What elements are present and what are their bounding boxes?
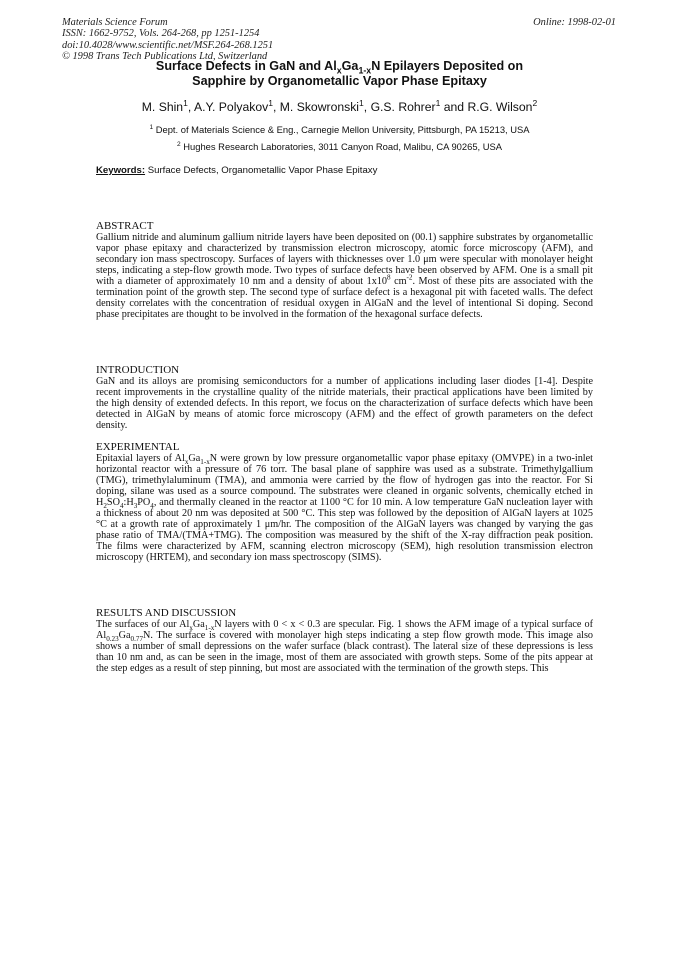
abstract-paragraph: Gallium nitride and aluminum gallium nitride layers have been deposited on (00.1) sapphire substrates by organometallic vapor phase epitaxy and characterized by transmission electron microscopy, atomic force microscopy (AFM), and secondary ion mass spectroscopy. Surfaces of layers with thicknesses over 1.0 μm were specular with monolayer height steps, indicating a step-flow growth mode. Two types of surface defects have been observed by AFM. One is a small pit with a diameter of approximately 10 nm and a density of about $1x10^8$ $cm^{-2}$. Most of these pits are associated with the termination point of the growth step. The second type of surface defect is a hexagonal pit with faceted walls. The defect density correlates with the concentration of residual oxygen in AlGaN and the level of intentional Si doping. Second phase precipitates are thought to be involved in the formation of the hexagonal surface defects.	[96, 232, 593, 321]
affiliation-1: $^1$ Dept. of Materials Science & Eng., Carnegie Mellon University, Pittsburgh, PA 15213, USA	[149, 123, 530, 135]
keywords-label: Keywords:	[96, 165, 146, 176]
author: R.G. Wilson	[467, 100, 533, 114]
keywords-line	[96, 165, 377, 176]
author-list: M. Shin$^1$, A.Y. Polyakov$^1$, M. Skowronski$^1$, G.S. Rohrer$^1$ and R.G. Wilson$^2$	[141, 97, 538, 114]
author: M. Shin	[141, 100, 184, 114]
results-paragraph: The surfaces of our $Al_xGa_{1-x}N$ layers with 0 < x < 0.3 are specular. Fig. 1 shows the AFM image of a typical surface of $Al_{0.23}Ga_{0.77}N$. The surface is covered with monolayer high steps indicating a step flow growth mode. This image also shows a number of small depressions on the wafer surface (black contrast). The lateral size of these depressions is less than 10 nm and, as can be seen in the image, most of them are associated with growth steps. Some of the pits appear at the step edges as a result of step pinning, but most are associated with the termination of the growth steps. This	[96, 619, 593, 675]
author: A.Y. Polyakov	[193, 100, 269, 114]
experimental-paragraph: Epitaxial layers of $Al_xGa_{1-x}N$ were grown by low pressure organometallic vapor phase epitaxy (OMVPE) in a two-inlet horizontal reactor with a pressure of 76 torr. The basal plane of sapphire was used as a substrate. Trimethylgallium (TMG), trimethylaluminum (TMA), and ammonia were carried by the flow of hydrogen gas into the reactor. For Si doping, silane was used as a source compound. The substrates were cleaned in organic solvents, chemically etched in $H_2SO_4:H_3PO_4$, and thermally cleaned in the reactor at 1100 °C for 10 min. A low temperature GaN nucleation layer with a thickness of about 20 nm was deposited at 500 °C. This step was followed by the deposition of AlGaN layers at 1025 °C at a growth rate of approximately 1 μm/hr. The composition of the AlGaN layers was changed by varying the gas phase ratio of TMA/(TMA+TMG). The composition was measured by the shift of the X-ray diffraction peak position. The films were characterized by AFM, scanning electron microscopy (SEM), high resolution transmission electron microscopy (HRTEM), and secondary ion mass spectroscopy (SIMS).	[96, 453, 593, 564]
affiliation-2: $^2$ Hughes Research Laboratories, 3011 Canyon Road, Malibu, CA 90265, USA	[176, 140, 503, 152]
keywords-text: Surface Defects, Organometallic Vapor Phase Epitaxy	[147, 165, 378, 176]
publication-header	[62, 17, 273, 62]
paper-title	[62, 59, 617, 88]
doi-line: doi:10.4028/www.scientific.net/MSF.264-268.1251	[62, 39, 274, 51]
title-line-1: Surface Defects in GaN and $Al_xGa_{1-x}N$ Epilayers Deposited on	[155, 59, 524, 76]
online-date: Online: 1998-02-01	[533, 17, 616, 28]
author: G.S. Rohrer	[370, 100, 436, 114]
section-heading: EXPERIMENTAL	[96, 441, 180, 453]
journal-name: Materials Science Forum	[62, 17, 168, 28]
issn-line: ISSN: 1662-9752, Vols. 264-268, pp 1251-1254	[62, 28, 260, 40]
results-section	[96, 607, 593, 674]
introduction-section	[96, 364, 593, 431]
experimental-section	[96, 441, 593, 563]
section-heading: ABSTRACT	[96, 220, 154, 232]
title-line-2: Sapphire by Organometallic Vapor Phase Epitaxy	[192, 73, 487, 88]
copyright-line: © 1998 Trans Tech Publications Ltd, Switzerland	[62, 50, 268, 62]
section-heading: INTRODUCTION	[96, 364, 180, 376]
introduction-paragraph: GaN and its alloys are promising semiconductors for a number of applications including laser diodes [1-4]. Despite recent improvements in the crystalline quality of the nitride materials, their practical applications have been limited by the high density of extended defects. In this report, we focus on the characterization of surface defects which have been detected in AlGaN by means of atomic force microscopy (AFM) and the effect of growth parameters on the defect density.	[96, 376, 593, 432]
abstract-section	[96, 220, 593, 320]
author: M. Skowronski	[279, 100, 360, 114]
section-heading: RESULTS AND DISCUSSION	[96, 607, 237, 619]
